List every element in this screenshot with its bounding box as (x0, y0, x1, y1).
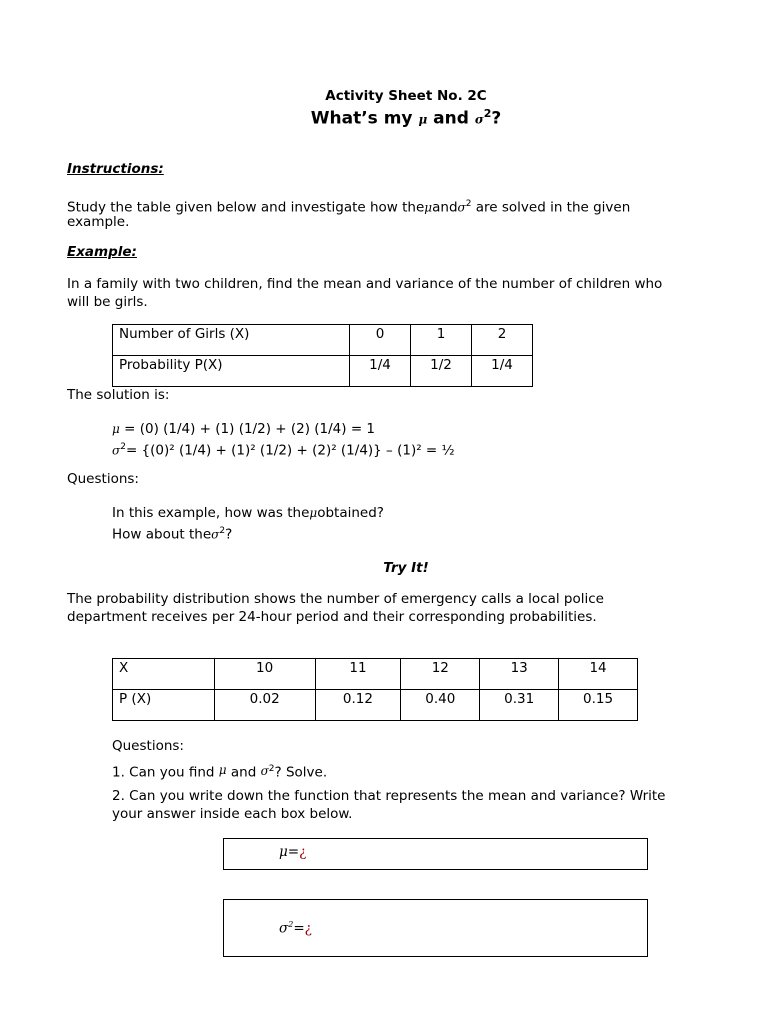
table-row (113, 356, 533, 387)
subtitle-prefix: What’s my (310, 108, 413, 129)
table-cell: 0.40 (401, 690, 480, 721)
question-variance (112, 522, 232, 544)
problem-text-line1: The probability distribution shows the number of emergency calls a local police (67, 591, 604, 607)
subtitle-qmark: ? (491, 108, 502, 129)
instructions-text-c: are solved in the given (475, 199, 631, 216)
subtitle-and: and (433, 108, 469, 129)
mean-solution-text: = (0) (1/4) + (1) (1/2) + (2) (1/4) = 1 (124, 421, 376, 437)
mu-symbol: μ (309, 506, 318, 520)
example-text-line1: In a family with two children, find the mean and variance of the number of children who (67, 276, 663, 292)
table-cell: 0.31 (480, 690, 559, 721)
table-row (113, 325, 533, 356)
question-mean-b: obtained? (317, 505, 384, 521)
table-cell: 2 (472, 325, 533, 356)
questions-label: Questions: (67, 471, 139, 487)
try-it-heading: Try It! (383, 560, 429, 576)
mu-symbol: μ (418, 112, 428, 127)
sigma-symbol: σ (474, 112, 484, 127)
question-mean (112, 504, 384, 522)
variance-formula-eq: = (293, 920, 305, 937)
question-mean-a: In this example, how was the (112, 505, 310, 521)
mean-formula-mark: ¿ (299, 844, 307, 860)
variance-formula-base: σ (279, 920, 289, 937)
instructions-text-line2: example. (67, 214, 130, 230)
question-write-function-line1: 2. Can you write down the function that represents the mean and variance? Write (112, 788, 666, 804)
questions-label-2: Questions: (112, 738, 184, 754)
variance-solution-text: = {(0)² (1/4) + (1)² (1/2) + (2)² (1/4)} – (1)² = ½ (125, 442, 455, 459)
table-cell: 14 (559, 659, 638, 690)
table-cell: 0.02 (214, 690, 315, 721)
solution-label: The solution is: (67, 387, 170, 403)
mu-symbol: μ (424, 200, 433, 215)
table-row (113, 690, 638, 721)
emergency-calls-table (112, 658, 638, 721)
question-2-1-c: ? Solve. (274, 764, 328, 781)
question-write-function-line2: your answer inside each box below. (112, 806, 353, 822)
question-2-1-a: 1. Can you find (112, 764, 215, 781)
girls-probability-table (112, 324, 533, 387)
sigma-symbol: σ (457, 200, 466, 215)
example-heading: Example: (67, 244, 137, 260)
table-row (113, 659, 638, 690)
question-variance-a: How about the (112, 526, 212, 543)
table-cell: 0.15 (559, 690, 638, 721)
mean-formula-lhs: μ= (279, 844, 300, 860)
table-cell: Number of Girls (X) (113, 325, 350, 356)
question-2-1-and: and (230, 764, 257, 781)
problem-text-line2: department receives per 24-hour period and their corresponding probabilities. (67, 609, 597, 625)
table-cell: Probability P(X) (113, 356, 350, 387)
sheet-title: Activity Sheet No. 2C (325, 88, 487, 104)
question-find-mean-variance (112, 760, 327, 782)
table-cell: 1/4 (472, 356, 533, 387)
instructions-sup: 2 (465, 199, 472, 209)
instructions-text (67, 195, 630, 217)
instructions-text-a: Study the table given below and investigate how the (67, 199, 425, 216)
table-cell: 0.12 (315, 690, 401, 721)
mean-formula (279, 844, 306, 860)
table-cell: 10 (214, 659, 315, 690)
instructions-heading: Instructions: (67, 161, 164, 177)
mean-answer-box[interactable] (223, 838, 648, 870)
sheet-subtitle (0, 107, 768, 129)
table-cell: P (X) (113, 690, 215, 721)
mean-solution (112, 420, 375, 438)
mu-symbol: μ (218, 762, 227, 777)
example-text-line2: will be girls. (67, 294, 148, 310)
variance-formula (279, 920, 312, 937)
variance-solution (112, 438, 455, 460)
variance-formula-mark: ¿ (304, 920, 312, 937)
table-cell: 1/4 (350, 356, 411, 387)
instructions-text-and: and (432, 199, 458, 216)
variance-formula-sup: 2 (288, 920, 294, 929)
question-2-1-sup: 2 (268, 764, 275, 774)
table-cell: 0 (350, 325, 411, 356)
sigma-symbol: σ (211, 527, 220, 542)
variance-sup: 2 (120, 442, 126, 452)
question-variance-b: ? (225, 526, 233, 543)
sigma-symbol: σ (112, 443, 121, 458)
mu-symbol: μ (112, 422, 120, 436)
subtitle-sup: 2 (483, 107, 492, 120)
table-cell: 13 (480, 659, 559, 690)
table-cell: X (113, 659, 215, 690)
table-cell: 1 (411, 325, 472, 356)
table-cell: 1/2 (411, 356, 472, 387)
sigma-symbol: σ (260, 763, 269, 778)
table-cell: 12 (401, 659, 480, 690)
variance-answer-box[interactable] (223, 899, 648, 957)
table-cell: 11 (315, 659, 401, 690)
question-variance-sup: 2 (219, 526, 226, 536)
